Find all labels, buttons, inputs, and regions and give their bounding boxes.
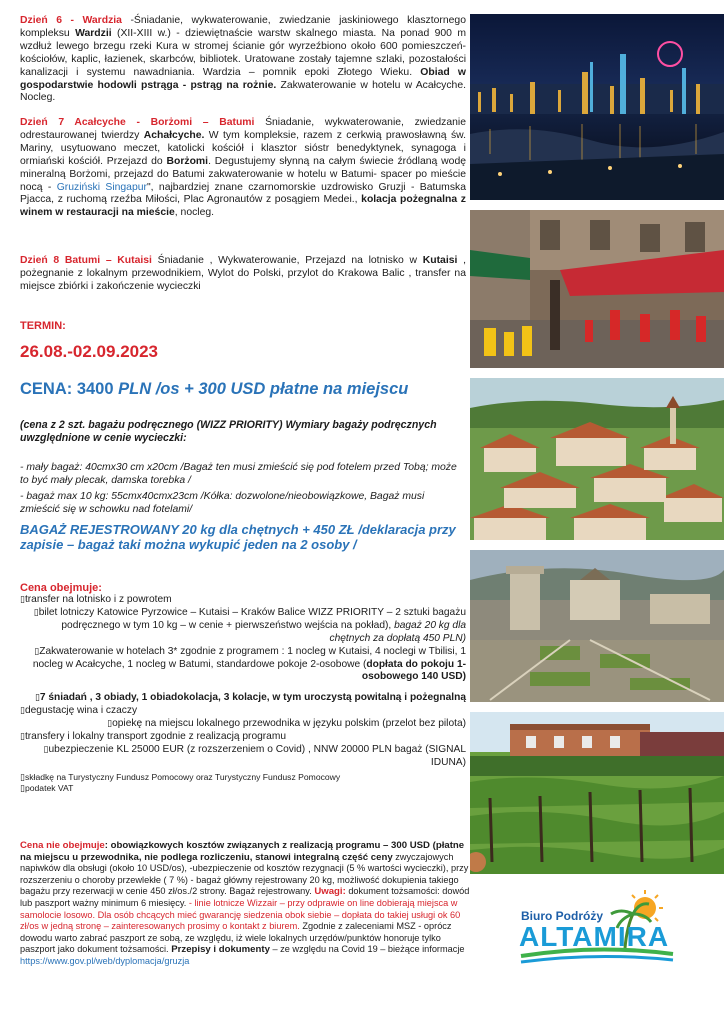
baggage-big: - bagaż max 10 kg: 55cmx40cmx23cm /Kółka: dozwolone/nieobowiązkowe, Bagaż musi zmieścić się w schowku nad fotelami/	[20, 491, 425, 516]
altamira-logo	[517, 886, 677, 972]
include-item-5: ▯degustację wina i czaczy	[20, 705, 138, 717]
photo-street-cafe	[470, 210, 724, 368]
photo-vineyard	[470, 712, 724, 874]
includes-label: Cena obejmuje:	[20, 582, 102, 594]
day7-heading: Dzień 7 Acałcyche - Borżomi – Batumi	[20, 117, 255, 128]
baggage-registered: BAGAŻ REJESTROWANY 20 kg dla chętnych + 450 ZŁ /deklaracja przy zapisie – bagaż taki można wykupić jeden na 2 osoby /	[20, 521, 456, 553]
include-item-9: ▯składkę na Turystyczny Fundusz Pomocowy oraz Turystyczny Fundusz Pomocowy	[20, 771, 341, 783]
gov-link[interactable]: https://www.gov.pl/web/dyplomacja/gruzja	[20, 955, 190, 966]
day8-paragraph: Dzień 8 Batumi – Kutaisi Śniadanie , Wykwaterowanie, Przejazd na lotnisko w Kutaisi , pożegnanie z lokalnym przewodnikiem, Wylot do Polski, przylot do Krakowa Balic , transfer na miejsce zbiórki i zakończenie wycieczki	[20, 255, 466, 292]
include-item-3: ▯Zakwaterowanie w hotelach 3* zgodnie z programem : 1 nocleg w Kutaisi, 4 noclegi w Tbilisi, 1 nocleg w Acałcyche, 1 nocleg w Batumi, standardowe pokoje 2-osobowe (dopłata do pokoju 1-osobowego 140 USD)	[32, 645, 466, 683]
day8-heading: Dzień 8 Batumi – Kutaisi	[20, 255, 152, 266]
termin-date: 26.08.-02.09.2023	[20, 342, 159, 361]
photo-street-cafe-image	[470, 210, 724, 368]
logo-line2: ALTAMIRA	[519, 921, 670, 952]
include-item-10: ▯podatek VAT	[20, 782, 74, 794]
include-item-8: ▯ubezpieczenie KL 25000 EUR (z rozszerzeniem o Covid) , NNW 20000 PLN bagaż (SIGNAL IDUNA)	[43, 743, 466, 768]
photo-batumi-night	[470, 14, 724, 200]
singapur-link[interactable]: Gruziński Singapur	[56, 181, 147, 193]
excludes-paragraph: Cena nie obejmuje: obowiązkowych kosztów związanych z realizacją programu – 300 USD (płatne na miejscu u przewodnika, nie podlega rozliczeniu, stanowi integralną część ceny zwyczajowych napiwków dla obsługi (około 10 USD/os), -ubezpieczenie od kosztów rezygnacji (5 % wartości wycieczki), przy rozszerzeniu o choroby przewlekłe ( 7 %) - bagaż główny rejestrowany 20 kg, możliwość dokupienia takiego bagażu przy rezerwacji w cenie 450 zł/os./2 strony. Bagaż rejestrowany. Uwagi: dokument tożsamości: dowód lub paszport ważny minimum 6 miesięcy. - linie lotnicze Wizzair – przy odprawie on line dobierają miejsca w samolocie losowo. Dla osób chcących mieć gwarancję siedzenia obok siebie – dopłata do takiej usługi ok 60 zł/os w jedną stronę – zainteresowanych prosimy o kontakt z biurem. Zgodnie z zaleceniami MSZ - oprócz dowodu warto zabrać paszport ze sobą, ze względu, iż wiele lokalnych urzędów/punktów honoruje tylko paszport jako dokument tożsamości. Przepisy i dokumenty – ze względu na Covid 19 – bieżące informacje https://www.gov.pl/web/dyplomacja/gruzja	[20, 840, 470, 966]
day6-paragraph: Dzień 6 - Wardzia -Śniadanie, wykwaterowanie, zwiedzanie jaskiniowego klasztornego kompleksu Wardzii (XII-XIII w.) - dziewiętnaście warstw skalnego miasta. Na ponad 900 m wzdłuż lewego brzegu rzeki Kura w stromej ścianie gór wyrzeźbiono około 600 pomieszczeń-kościołów, kaplic, łazienek, skarbców, bibliotek. Uratowane zostały tajemne szlaki, pozostałości kanalizacji i systemu nawadniania. Wardzia – pomnik epoki Złotego Wieku. Obiad w gospodarstwie hodowli pstrąga - pstrąg na rożnie. Zakwaterowanie w hotelu w Acałcyche. Nocleg.	[20, 15, 466, 104]
includes-block	[20, 582, 466, 794]
baggage-small: - mały bagaż: 40cmx30 cm x20cm /Bagaż ten musi zmieścić się pod fotelem przed Tobą; może to być mały plecak, damska torebka /	[20, 461, 457, 487]
day6-section	[20, 15, 466, 105]
excludes-label: Cena nie obejmuje	[20, 840, 105, 851]
include-item-1: ▯transfer na lotnisko i z powrotem	[20, 594, 172, 605]
include-item-4: ▯7 śniadań , 3 obiady, 1 obiadokolacja, 3 kolacje, w tym uroczystą powitalną i pożegnalną	[34, 692, 466, 704]
day6-heading: Dzień 6 - Wardzia	[20, 15, 122, 26]
termin-label: TERMIN:	[20, 320, 66, 332]
cena-block	[20, 380, 460, 399]
photo-old-town-image	[470, 378, 724, 540]
photo-batumi-night-image	[470, 14, 724, 200]
include-item-2: ▯bilet lotniczy Katowice Pyrzowice – Kutaisi – Kraków Balice WIZZ PRIORITY – 2 sztuki bagażu podręcznego w tym 10 kg – w cenie + pierwszeństwo wejścia na pokład), bagaż 20 kg dla chętnych za dopłatą 450 PLN)	[33, 606, 466, 644]
photo-vineyard-image	[470, 712, 724, 874]
excludes-block	[20, 840, 475, 968]
cena-line: CENA: 3400 PLN /os + 300 USD płatne na miejscu	[20, 380, 409, 398]
day8-section	[20, 255, 466, 294]
day7-section	[20, 117, 466, 220]
photo-fortress	[470, 550, 724, 702]
day7-paragraph: Dzień 7 Acałcyche - Borżomi – Batumi Śniadanie, wykwaterowanie, zwiedzanie odrestaurowanej twierdzy Achałcyche. W tym kompleksie, razem z cerkwią prawosławną św. Mariny, usytuowano meczet, katolicki kościół i klasztor sióstr benedyktynek, synagoga i ormiański kościół. Przejazd do Borżomi. Degustujemy słynną na całym świecie źródlaną wodę mineralną Borżomi, przejazd do Batumi zakwaterowanie w hotelu w Batumi- spacer po mieście nocą - Gruziński Singapur", najbardziej znane czarnomorskie uzdrowisko Gruzji - Batumska Pjacca, z ruchomą rzeźba Miłości, Plac Agronautów z posągiem Medei., kolacja pożegnalna z winem w restauracji na mieście, nocleg.	[20, 117, 467, 219]
logo-line1: Biuro Podróży	[521, 909, 604, 923]
termin-block	[20, 320, 466, 362]
baggage-heading: (cena z 2 szt. bagażu podręcznego (WIZZ PRIORITY) Wymiary bagaży podręcznych uwzględnione w cenie wycieczki:	[20, 419, 437, 445]
include-item-7: ▯transfery i lokalny transport zgodnie z realizacją programu	[20, 731, 286, 743]
baggage-block	[20, 419, 466, 553]
photo-fortress-image	[470, 550, 724, 702]
include-item-6: ▯opiekę na miejscu lokalnego przewodnika w języku polskim (przelot bez pilota)	[107, 718, 466, 730]
photo-old-town	[470, 378, 724, 540]
altamira-logo-image	[517, 886, 677, 972]
